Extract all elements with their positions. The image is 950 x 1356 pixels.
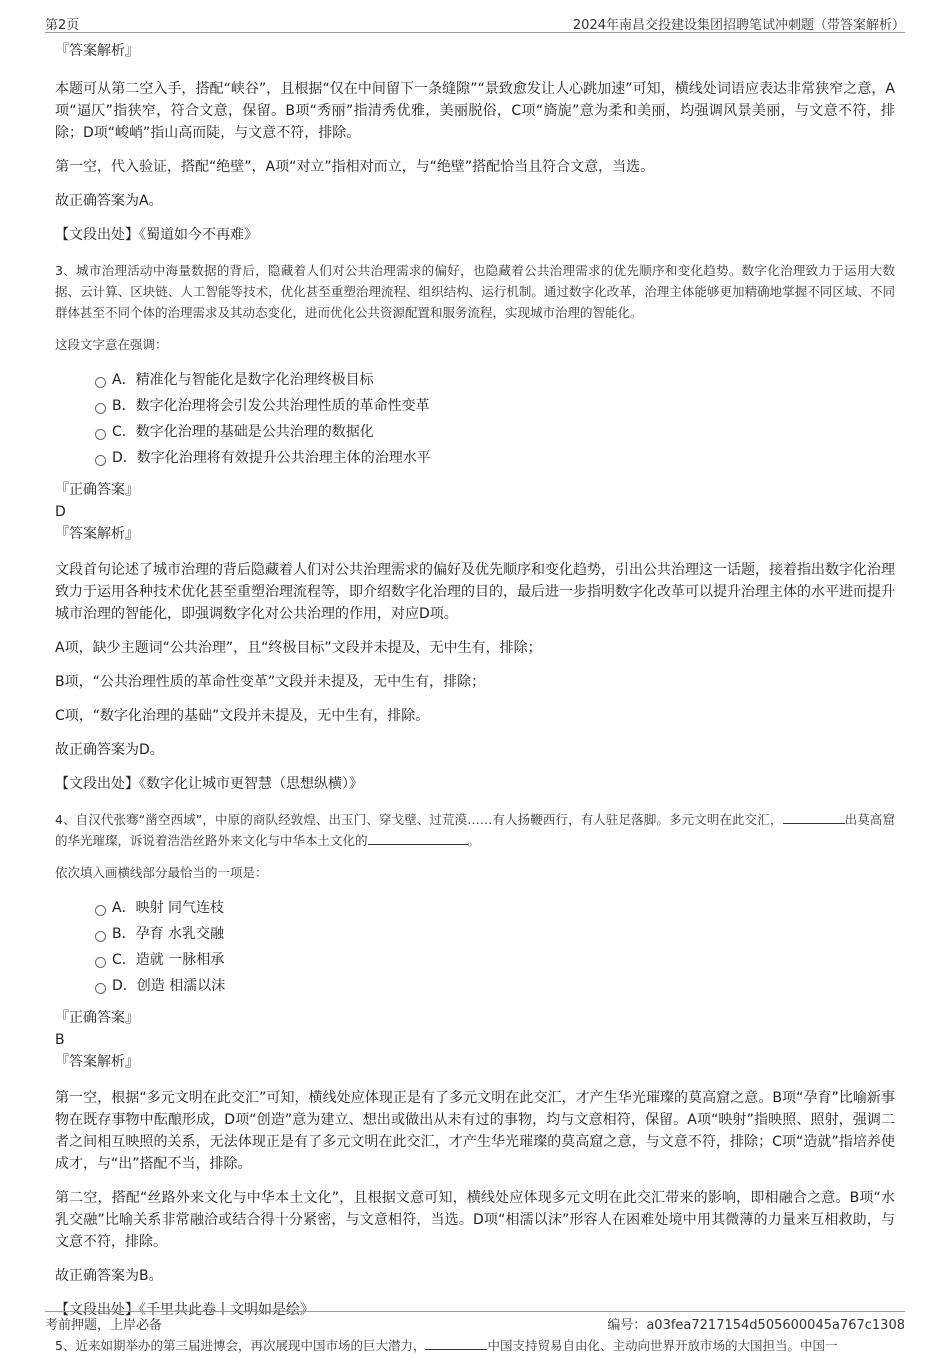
option-d[interactable] bbox=[95, 973, 895, 999]
footer-divider bbox=[45, 1311, 905, 1312]
radio-icon[interactable] bbox=[95, 429, 106, 440]
option-list bbox=[95, 895, 895, 999]
analysis-paragraph: B项，“公共治理性质的革命性变革”文段并未提及，无中生有，排除； bbox=[55, 674, 486, 690]
fill-blank-1 bbox=[783, 811, 845, 824]
radio-icon[interactable] bbox=[95, 983, 106, 994]
option-label: D．创造 相濡以沫 bbox=[112, 978, 226, 994]
radio-icon[interactable] bbox=[95, 957, 106, 968]
radio-icon[interactable] bbox=[95, 905, 106, 916]
document-title: 2024年南昌交投建设集团招聘笔试冲刺题（带答案解析） bbox=[572, 18, 905, 33]
question-text: 5、近来如期举办的第三届进博会，再次展现中国市场的巨大潜力， 中国支持贸易自由化、主动向世界开放市场的大国担当。中国一 bbox=[55, 1338, 838, 1353]
option-b[interactable] bbox=[95, 921, 895, 947]
question-stem: 这段文字意在强调： bbox=[55, 337, 168, 352]
source-citation: 【文段出处】《数字化让城市更智慧（思想纵横）》 bbox=[55, 776, 363, 792]
page-header bbox=[45, 10, 905, 32]
option-b[interactable] bbox=[95, 393, 895, 419]
analysis-paragraph: 文段首句论述了城市治理的背后隐藏着人们对公共治理需求的偏好及优先顺序和变化趋势，引出公共治理这一话题，接着指出数字化治理致力于运用各种技术优化甚至重塑治理流程等，即介绍数字化治理的目的，最后进一步指明数字化改革可以提升治理主体的水平进而提升城市治理的智能化，即强调数字化对公共治理的作用，对应D项。 bbox=[55, 562, 895, 622]
radio-icon[interactable] bbox=[95, 403, 106, 414]
analysis-heading: 『答案解析』 bbox=[55, 43, 139, 59]
correct-answer: B bbox=[55, 1032, 65, 1048]
option-label: C．数字化治理的基础是公共治理的数据化 bbox=[112, 424, 374, 440]
analysis-paragraph: 第一空，代入验证，搭配“绝壁”，A项“对立”指相对而立，与“绝壁”搭配恰当且符合文意，当选。 bbox=[55, 159, 655, 175]
option-list bbox=[95, 367, 895, 471]
question-stem: 依次填入画横线部分最恰当的一项是： bbox=[55, 865, 268, 880]
question-5 bbox=[55, 1335, 895, 1356]
radio-icon[interactable] bbox=[95, 455, 106, 466]
option-label: A．精准化与智能化是数字化治理终极目标 bbox=[112, 372, 374, 388]
footer-slogan: 考前押题，上岸必备 bbox=[45, 1318, 163, 1333]
question-text: 3、城市治理活动中海量数据的背后，隐藏着人们对公共治理需求的偏好，也隐藏着公共治理需求的优先顺序和变化趋势。数字化治理致力于运用大数据、云计算、区块链、人工智能等技术，优化甚至重塑治理流程、组织结构、运行机制。通过数字化改革，治理主体能够更加精确地掌握不同区域、不同群体甚至不同个体的治理需求及其动态变化，进而优化公共资源配置和服务流程，实现城市治理的智能化。 bbox=[55, 263, 895, 320]
correct-answer: D bbox=[55, 504, 66, 520]
analysis-paragraph: 第二空，搭配“丝路外来文化与中华本土文化”，且根据文意可知，横线处应体现多元文明在此交汇带来的影响，即相融合之意。B项“水乳交融”比喻关系非常融洽或结合得十分紧密，与文意相符，当选。D项“相濡以沫”形容人在困难处境中用其微薄的力量来互相救助，与文意不符，排除。 bbox=[55, 1190, 895, 1250]
option-label: A．映射 同气连枝 bbox=[112, 900, 225, 916]
option-label: B．数字化治理将会引发公共治理性质的革命性变革 bbox=[112, 398, 430, 414]
source-citation: 【文段出处】《蜀道如今不再难》 bbox=[55, 227, 258, 243]
analysis-paragraph: 第一空，根据“多元文明在此交汇”可知，横线处应体现正是有了多元文明在此交汇，才产生华光璀璨的莫高窟之意。B项“孕育”比喻新事物在既存事物中酝酿形成，D项“创造”意为建立、想出或做出从未有过的事物，均与文意相符，保留。A项“映射”指映照、照射，强调二者之间相互映照的关系，无法体现正是有了多元文明在此交汇，才产生华光璀璨的莫高窟之意，与文意不符，排除；C项“造就”指培养使成才，与“出”搭配不当，排除。 bbox=[55, 1090, 895, 1172]
question-text: 4、自汉代张骞“凿空西域”，中原的商队经敦煌、出玉门、穿戈壁、过荒漠……有人扬鞭西行，有人驻足落脚。多元文明在此交汇， 出莫高窟的华光璀璨，诉说着浩浩丝路外来文化与中华本土文化的 。 bbox=[55, 812, 895, 848]
analysis-paragraph: A项，缺少主题词“公共治理”，且“终极目标”文段并未提及，无中生有，排除； bbox=[55, 640, 542, 656]
analysis-conclusion: 故正确答案为A。 bbox=[55, 193, 163, 209]
analysis-heading: 『答案解析』 bbox=[55, 1054, 139, 1070]
option-d[interactable] bbox=[95, 445, 895, 471]
fill-blank-2 bbox=[368, 832, 468, 845]
option-label: C．造就 一脉相承 bbox=[112, 952, 225, 968]
question-2-tail bbox=[55, 40, 895, 246]
option-a[interactable] bbox=[95, 367, 895, 393]
question-4 bbox=[55, 809, 895, 1321]
document-id: 编号：a03fea7217154d505600045a767c1308 bbox=[607, 1318, 905, 1333]
page-number: 第2页 bbox=[45, 18, 80, 33]
question-3 bbox=[55, 260, 895, 795]
analysis-heading: 『答案解析』 bbox=[55, 526, 139, 542]
source-citation: 【文段出处】《千里共此卷丨文明如是绘》 bbox=[55, 1302, 314, 1318]
page-content bbox=[55, 40, 895, 1356]
analysis-conclusion: 故正确答案为B。 bbox=[55, 1268, 163, 1284]
radio-icon[interactable] bbox=[95, 377, 106, 388]
fill-blank-1 bbox=[425, 1337, 487, 1350]
analysis-paragraph: C项，“数字化治理的基础”文段并未提及，无中生有，排除。 bbox=[55, 708, 430, 724]
option-a[interactable] bbox=[95, 895, 895, 921]
option-c[interactable] bbox=[95, 419, 895, 445]
option-label: D．数字化治理将有效提升公共治理主体的治理水平 bbox=[112, 450, 431, 466]
header-divider bbox=[45, 32, 905, 33]
correct-answer-heading: 『正确答案』 bbox=[55, 1010, 139, 1026]
option-label: B．孕育 水乳交融 bbox=[112, 926, 225, 942]
analysis-paragraph: 本题可从第二空入手，搭配“峡谷”，且根据“仅在中间留下一条缝隙”“景致愈发让人心跳加速”可知，横线处词语应表达非常狭窄之意，A项“逼仄”指狭窄，符合文意，保留。B项“秀丽”指清秀优雅，美丽脱俗，C项“旖旎”意为柔和美丽，均强调风景美丽，与文意不符，排除；D项“峻峭”指山高而陡，与文意不符，排除。 bbox=[55, 81, 895, 141]
correct-answer-heading: 『正确答案』 bbox=[55, 482, 139, 498]
radio-icon[interactable] bbox=[95, 931, 106, 942]
option-c[interactable] bbox=[95, 947, 895, 973]
analysis-conclusion: 故正确答案为D。 bbox=[55, 742, 164, 758]
